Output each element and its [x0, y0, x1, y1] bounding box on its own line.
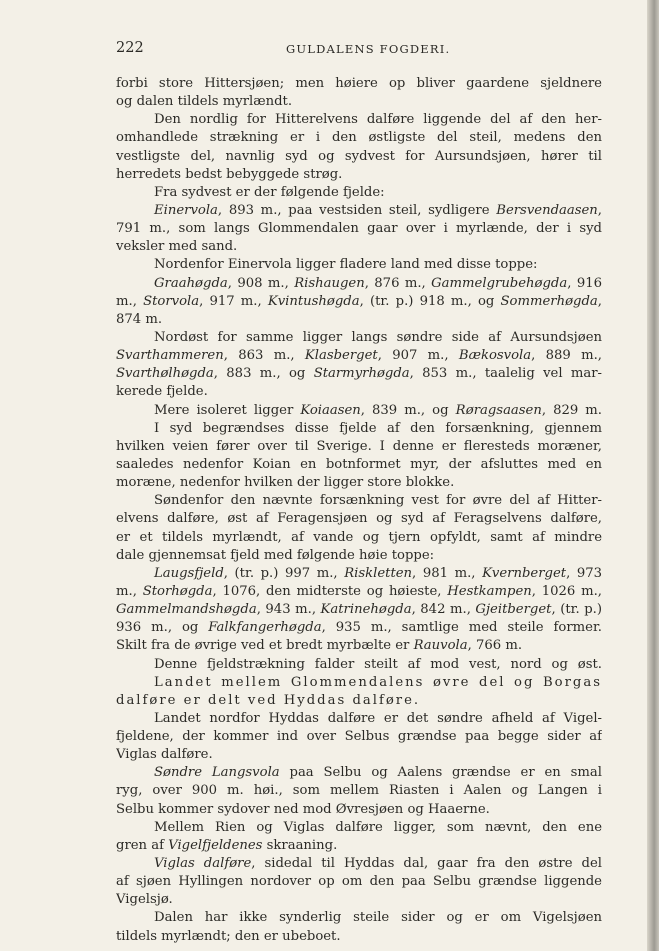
text-line: 874 m. [116, 311, 163, 327]
text-line: Denne fjeldstrækning falder steilt af mod vest, nord og øst. [154, 656, 602, 672]
text-line: moræne, nedenfor hvilken der ligger store blokke. [116, 475, 455, 491]
text-line: af sjøen Hyllingen nordover op om den paa Selbu grændse liggende [116, 874, 602, 890]
running-head: GULDALENS FOGDERI. [286, 42, 451, 56]
text-line: Skilt fra de øvrige ved et bredt myrbælte er Rauvola, 766 m. [116, 638, 523, 654]
text-line: Landet nordfor Hyddas dalføre er det søndre afheld af Vigel- [154, 710, 602, 726]
text-line: Viglas dalføre. [116, 747, 213, 763]
text-line: herredets bedst bebyggede strøg. [116, 166, 343, 182]
text-line: dale gjennemsat fjeld med følgende høie toppe: [116, 547, 435, 563]
text-line: hvilken veien fører over til Sverige. I denne er fleresteds moræner, [116, 438, 602, 454]
text-line: 791 m., som langs Glommendalen gaar over i myrlænde, der i syd [116, 221, 602, 237]
text-line: gren af Vigelfjeldenes skraaning. [116, 837, 338, 853]
text-line: saaledes nedenfor Koian en botnformet myr, der afsluttes med en [116, 456, 602, 472]
text-line: Nordenfor Einervola ligger fladere land med disse toppe: [154, 257, 538, 273]
text-line: og dalen tildels myrlændt. [116, 94, 293, 110]
text-line: Viglas dalføre, sidedal til Hyddas dal, gaar fra den østre del [154, 856, 602, 872]
text-line: dalføre er delt ved Hyddas dalføre. [116, 692, 421, 708]
page-header [116, 40, 606, 60]
text-line: Vigelsjø. [116, 892, 173, 908]
text-line: Landet mellem Glommendalens øvre del og Borgas [154, 674, 602, 690]
text-line: Laugsfjeld, (tr. p.) 997 m., Riskletten, 981 m., Kvernberget, 973 [154, 565, 602, 581]
text-line: I syd begrændses disse fjelde af den forsænkning, gjennem [154, 420, 602, 436]
text-line: omhandlede strækning er i den østligste del steil, medens den [116, 130, 602, 146]
text-line: Selbu kommer sydover ned mod Øvresjøen og Haaerne. [116, 801, 490, 817]
text-line: elvens dalføre, øst af Feragensjøen og syd af Feragselvens dalføre, [116, 511, 602, 527]
text-line: m., Storhøgda, 1076, den midterste og høieste, Hestkampen, 1026 m., [116, 583, 602, 599]
text-line: Einervola, 893 m., paa vestsiden steil, sydligere Bersvendaasen, [154, 202, 602, 218]
text-line: Svarthammeren, 863 m., Klasberget, 907 m., Bækosvola, 889 m., [116, 348, 602, 364]
text-line: Den nordlig for Hitterelvens dalføre liggende del af den her- [154, 112, 602, 128]
text-line: m., Storvola, 917 m., Kvintushøgda, (tr. p.) 918 m., og Sommerhøgda, [116, 293, 602, 309]
text-line: Svarthølhøgda, 883 m., og Starmyrhøgda, 853 m., taalelig vel mar- [116, 366, 602, 382]
text-line: Graahøgda, 908 m., Rishaugen, 876 m., Gammelgrubehøgda, 916 [154, 275, 602, 291]
text-line: forbi store Hittersjøen; men høiere op bliver gaardene sjeldnere [116, 76, 602, 91]
text-line: ryg, over 900 m. høi., som mellem Riasten i Aalen og Langen i [116, 783, 602, 799]
text-line: Søndenfor den nævnte forsænkning vest for øvre del af Hitter- [154, 493, 602, 509]
text-line: veksler med sand. [116, 239, 238, 255]
text-line: 936 m., og Falkfangerhøgda, 935 m., samtlige med steile former. [116, 620, 602, 636]
text-line: Fra sydvest er der følgende fjelde: [154, 184, 385, 200]
text-line: er et tildels myrlændt, af vande og tjern opfyldt, samt af mindre [116, 529, 602, 545]
page-edge [647, 0, 659, 951]
text-line: Gammelmandshøgda, 943 m., Katrinehøgda, 842 m., Gjeitberget, (tr. p.) [116, 602, 602, 618]
body-text [116, 75, 602, 946]
text-line: Mellem Rien og Viglas dalføre ligger, som nævnt, den ene [154, 819, 602, 835]
text-line: Søndre Langsvola paa Selbu og Aalens grændse er en smal [154, 765, 602, 781]
text-line: kerede fjelde. [116, 384, 208, 400]
text-line: vestligste del, navnlig syd og sydvest for Aursundsjøen, hører til [116, 148, 602, 164]
text-line: tildels myrlændt; den er ubeboet. [116, 928, 341, 944]
text-line: fjeldene, der kommer ind over Selbus grændse paa begge sider af [116, 729, 602, 745]
text-line: Dalen har ikke synderlig steile sider og er om Vigelsjøen [154, 910, 602, 926]
page-number: 222 [116, 40, 144, 56]
text-line: Mere isoleret ligger Koiaasen, 839 m., og Røragsaasen, 829 m. [154, 402, 602, 418]
text-line: Nordøst for samme ligger langs søndre side af Aursundsjøen [154, 329, 602, 345]
